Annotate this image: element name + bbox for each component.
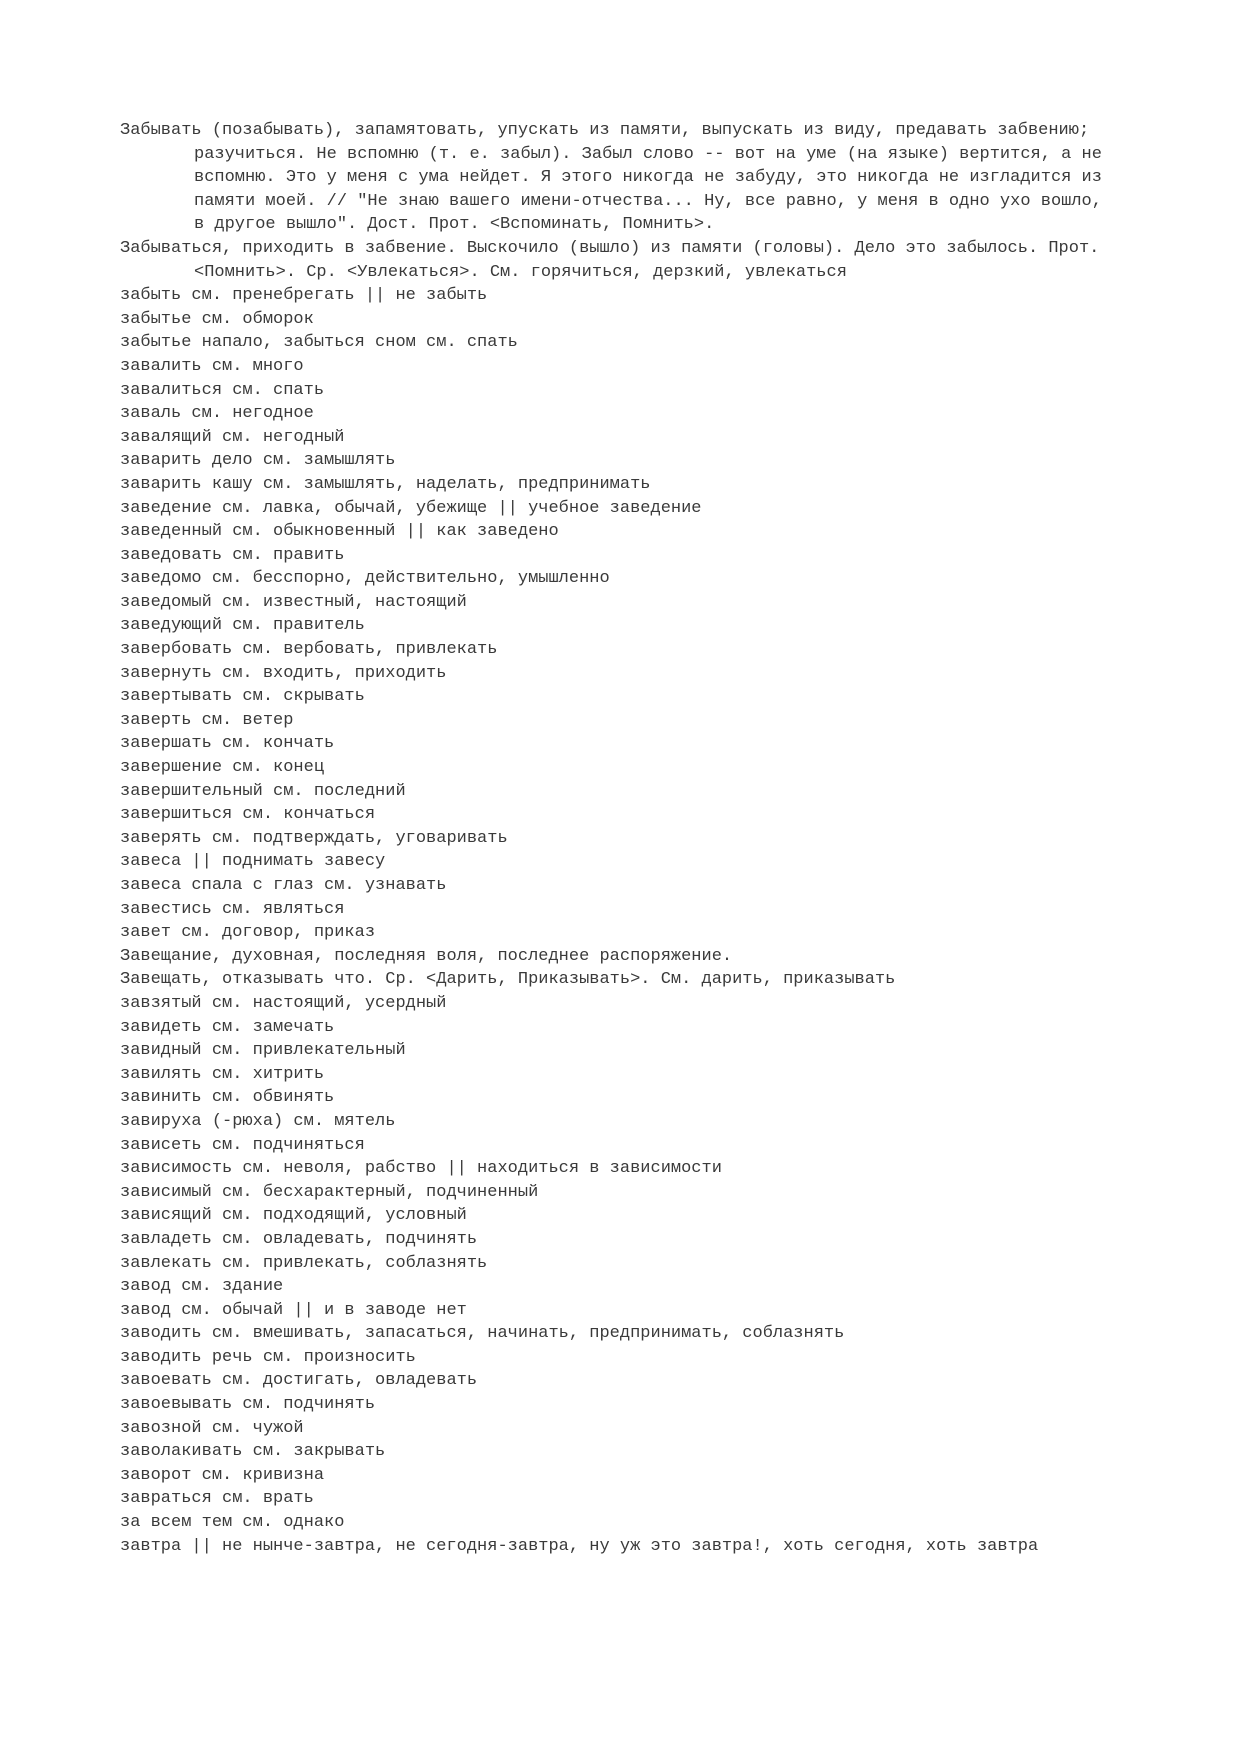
dictionary-entry: завершиться см. кончаться bbox=[120, 805, 376, 825]
dictionary-entry: зависящий см. подходящий, условный bbox=[120, 1206, 467, 1226]
dictionary-entry: завод см. здание bbox=[120, 1277, 284, 1297]
dictionary-entry: завернуть см. входить, приходить bbox=[120, 663, 447, 683]
dictionary-entry: завет см. договор, приказ bbox=[120, 923, 376, 943]
dictionary-entry: заволакивать см. закрывать bbox=[120, 1442, 386, 1462]
dictionary-entry: завзятый см. настоящий, усердный bbox=[120, 993, 447, 1013]
dictionary-entry: завилять см. хитрить bbox=[120, 1064, 325, 1084]
dictionary-entry: Забывать (позабывать), запамятовать, упускать из памяти, выпускать из виду, предавать забвению; разучиться. Не вспомню (т. е. забыл). Забыл слово -- вот на уме (на языке) вертится, а не вспомню. Это у меня с ума нейдет. Я этого никогда не забуду, это никогда не изгладится из памяти моей. // "Не знаю вашего имени-отчества... Ну, все равно, у меня в одно ухо вошло, в другое вышло". Дост. Прот. <Вспоминать, Помнить>. bbox=[120, 121, 1102, 235]
dictionary-entry: заверть см. ветер bbox=[120, 710, 294, 730]
dictionary-entry: завоевывать см. подчинять bbox=[120, 1395, 376, 1415]
dictionary-entry: заварить кашу см. замышлять, наделать, предпринимать bbox=[120, 474, 651, 494]
dictionary-entry: завалящий см. негодный bbox=[120, 427, 345, 447]
dictionary-entry: заверять см. подтверждать, уговаривать bbox=[120, 828, 508, 848]
dictionary-entry: завалить см. много bbox=[120, 356, 304, 376]
dictionary-entry: завраться см. врать bbox=[120, 1489, 314, 1509]
dictionary-entry: завестись см. являться bbox=[120, 899, 345, 919]
dictionary-entry: Забываться, приходить в забвение. Выскочило (вышло) из памяти (головы). Дело это забылось. Прот. <Помнить>. Ср. <Увлекаться>. См. горячиться, дерзкий, увлекаться bbox=[120, 238, 1100, 282]
dictionary-entry: завладеть см. овладевать, подчинять bbox=[120, 1229, 478, 1249]
dictionary-entry: завоевать см. достигать, овладевать bbox=[120, 1371, 478, 1391]
dictionary-entry: Завещание, духовная, последняя воля, последнее распоряжение. bbox=[120, 946, 733, 966]
dictionary-entry: зависимый см. бесхарактерный, подчиненный bbox=[120, 1182, 539, 1202]
dictionary-entry: завеса спала с глаз см. узнавать bbox=[120, 876, 447, 895]
dictionary-entry: заваль см. негодное bbox=[120, 404, 314, 424]
dictionary-entry: завербовать см. вербовать, привлекать bbox=[120, 640, 498, 660]
dictionary-entry: завалиться см. спать bbox=[120, 380, 325, 400]
dictionary-entry: заведенный см. обыкновенный || как заведено bbox=[120, 522, 559, 542]
dictionary-entry: заведующий см. правитель bbox=[120, 616, 365, 636]
dictionary-entry: заведовать см. править bbox=[120, 545, 345, 565]
dictionary-entry: завершительный см. последний bbox=[120, 781, 406, 801]
dictionary-entry: Завещать, отказывать что. Ср. <Дарить, Приказывать>. См. дарить, приказывать bbox=[120, 970, 896, 990]
dictionary-entry: заводить речь см. произносить bbox=[120, 1347, 416, 1367]
dictionary-entry: завлекать см. привлекать, соблазнять bbox=[120, 1253, 488, 1273]
dictionary-entry: заводить см. вмешивать, запасаться, начинать, предпринимать, соблазнять bbox=[120, 1324, 845, 1344]
dictionary-entry: забыть см. пренебрегать || не забыть bbox=[120, 286, 488, 306]
dictionary-entry: заведомый см. известный, настоящий bbox=[120, 592, 467, 612]
dictionary-entry: зависеть см. подчиняться bbox=[120, 1135, 365, 1155]
dictionary-entry: завируха (-рюха) см. мятель bbox=[120, 1111, 396, 1131]
dictionary-entry: завертывать см. скрывать bbox=[120, 687, 365, 707]
dictionary-entry: завидный см. привлекательный bbox=[120, 1041, 406, 1061]
dictionary-entry: заведение см. лавка, обычай, убежище || учебное заведение bbox=[120, 498, 702, 518]
entry-list bbox=[120, 119, 1120, 1558]
dictionary-entry: завозной см. чужой bbox=[120, 1418, 304, 1438]
dictionary-entry: завеса || поднимать завесу bbox=[120, 852, 386, 872]
dictionary-entry: завидеть см. замечать bbox=[120, 1017, 335, 1037]
dictionary-entry: за всем тем см. однако bbox=[120, 1513, 345, 1533]
dictionary-entry: завинить см. обвинять bbox=[120, 1088, 335, 1108]
dictionary-entry: забытье напало, забыться сном см. спать bbox=[120, 333, 518, 353]
dictionary-entry: завершение см. конец bbox=[120, 758, 325, 778]
dictionary-entry: завод см. обычай || и в заводе нет bbox=[120, 1300, 467, 1320]
dictionary-entry: завершать см. кончать bbox=[120, 734, 335, 754]
dictionary-entry: завтра || не нынче-завтра, не сегодня-завтра, ну уж это завтра!, хоть сегодня, хоть завтра bbox=[120, 1536, 1039, 1556]
dictionary-entry: заведомо см. бесспорно, действительно, умышленно bbox=[120, 569, 610, 589]
dictionary-entry: заварить дело см. замышлять bbox=[120, 451, 396, 471]
dictionary-entry: зависимость см. неволя, рабство || находиться в зависимости bbox=[120, 1159, 722, 1179]
dictionary-entry: заворот см. кривизна bbox=[120, 1465, 325, 1485]
dictionary-entry: забытье см. обморок bbox=[120, 309, 314, 329]
